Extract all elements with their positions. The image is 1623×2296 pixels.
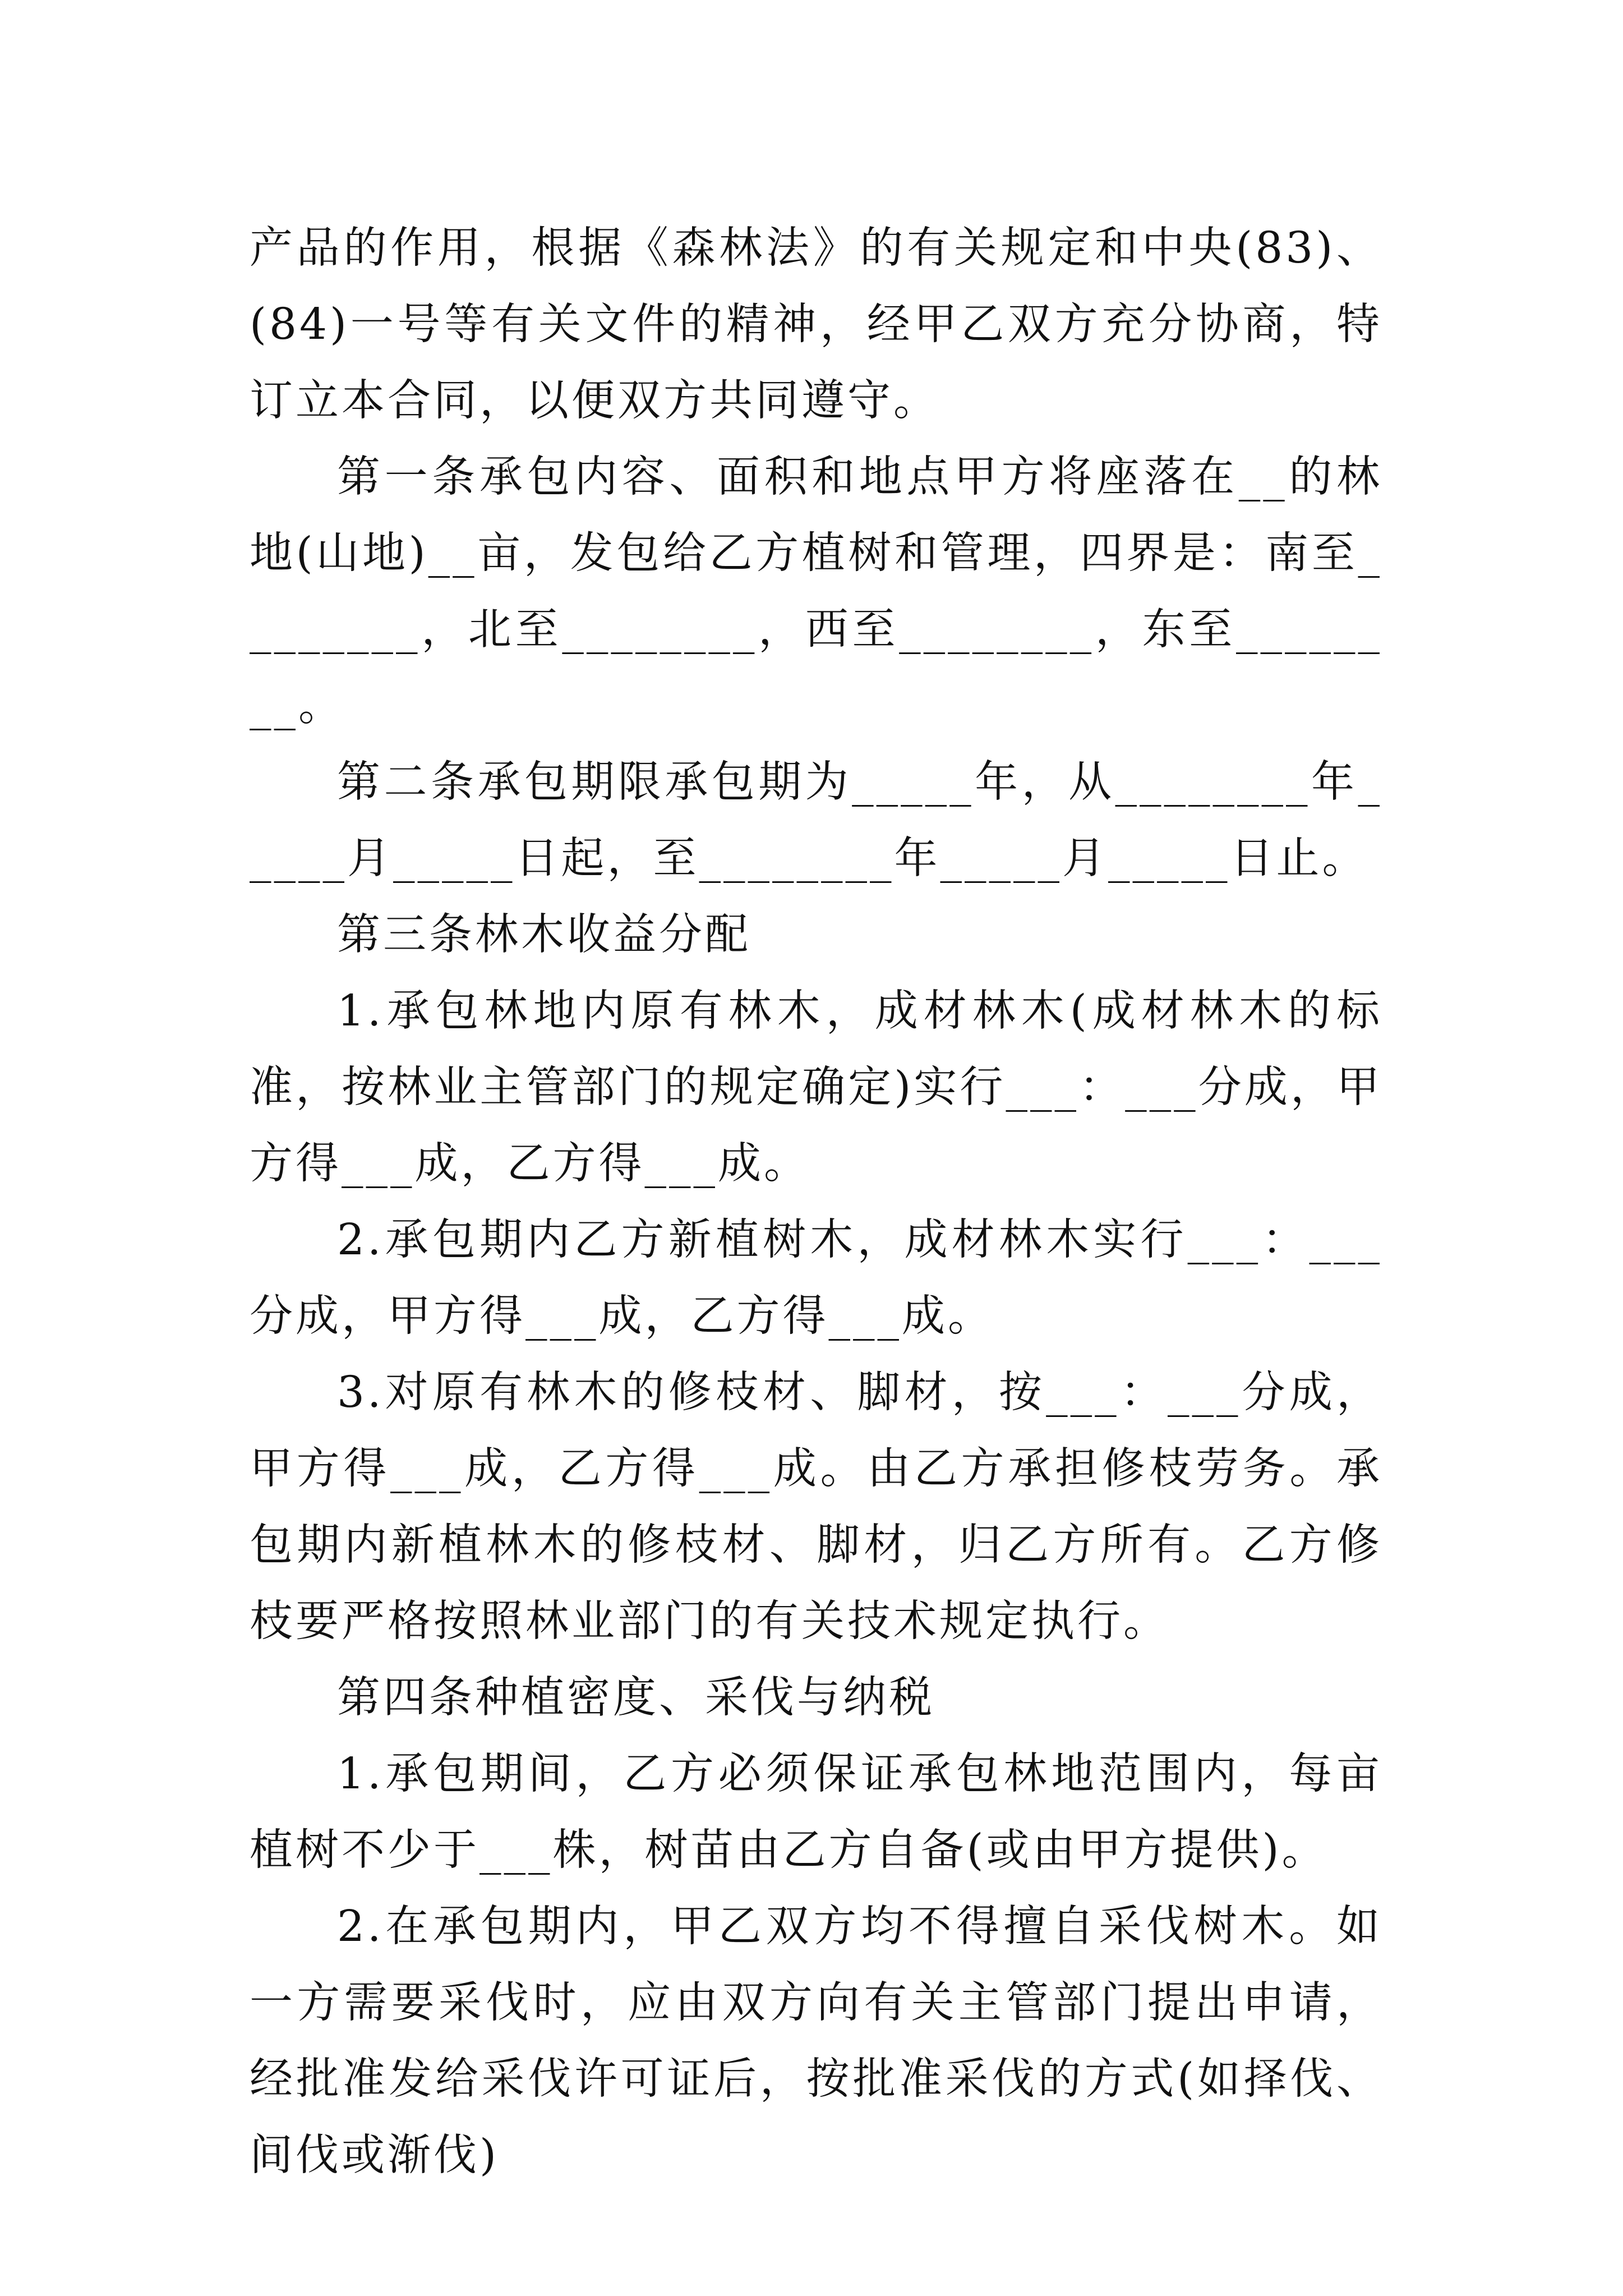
paragraph-article-2: 第二条承包期限承包期为_____年，从________年_____月_____日起，至________年_____月_____日止。 — [250, 757, 1382, 884]
heading-article-4: 第四条种植密度、采伐与纳税 — [337, 1673, 935, 1723]
paragraph-article-3-item-3: 3.对原有林木的修枝材、脚材，按___：___分成，甲方得___成，乙方得___成。由乙方承担修枝劳务。承包期内新植林木的修枝材、脚材，归乙方所有。乙方修枝要严格按照林业部门的有关技术规定执行。 — [250, 1368, 1382, 1646]
paragraph-article-4-item-2: 2.在承包期内，甲乙双方均不得擅自采伐树木。如一方需要采伐时，应由双方向有关主管部门提出申请，经批准发给采伐许可证后，按批准采伐的方式(如择伐、间伐或渐伐) — [250, 1902, 1382, 2180]
heading-article-3: 第三条林木收益分配 — [337, 910, 751, 960]
document-body — [250, 210, 1382, 2194]
paragraph-article-1: 第一条承包内容、面积和地点甲方将座落在__的林地(山地)__亩，发包给乙方植树和管理，四界是：南至________，北至________，西至________，东至________。 — [250, 452, 1382, 731]
paragraph-article-4-item-1: 1.承包期间，乙方必须保证承包林地范围内，每亩植树不少于___株，树苗由乙方自备(或由甲方提供)。 — [250, 1749, 1382, 1875]
paragraph-intro: 产品的作用，根据《森林法》的有关规定和中央(83)、(84)一号等有关文件的精神，经甲乙双方充分协商，特订立本合同，以便双方共同遵守。 — [250, 223, 1382, 426]
paragraph-article-3-item-1: 1.承包林地内原有林木，成材林木(成材林木的标准，按林业主管部门的规定确定)实行___：___分成，甲方得___成，乙方得___成。 — [250, 986, 1382, 1189]
paragraph-article-3-item-2: 2.承包期内乙方新植树木，成材林木实行___：___分成，甲方得___成，乙方得___成。 — [250, 1215, 1382, 1341]
